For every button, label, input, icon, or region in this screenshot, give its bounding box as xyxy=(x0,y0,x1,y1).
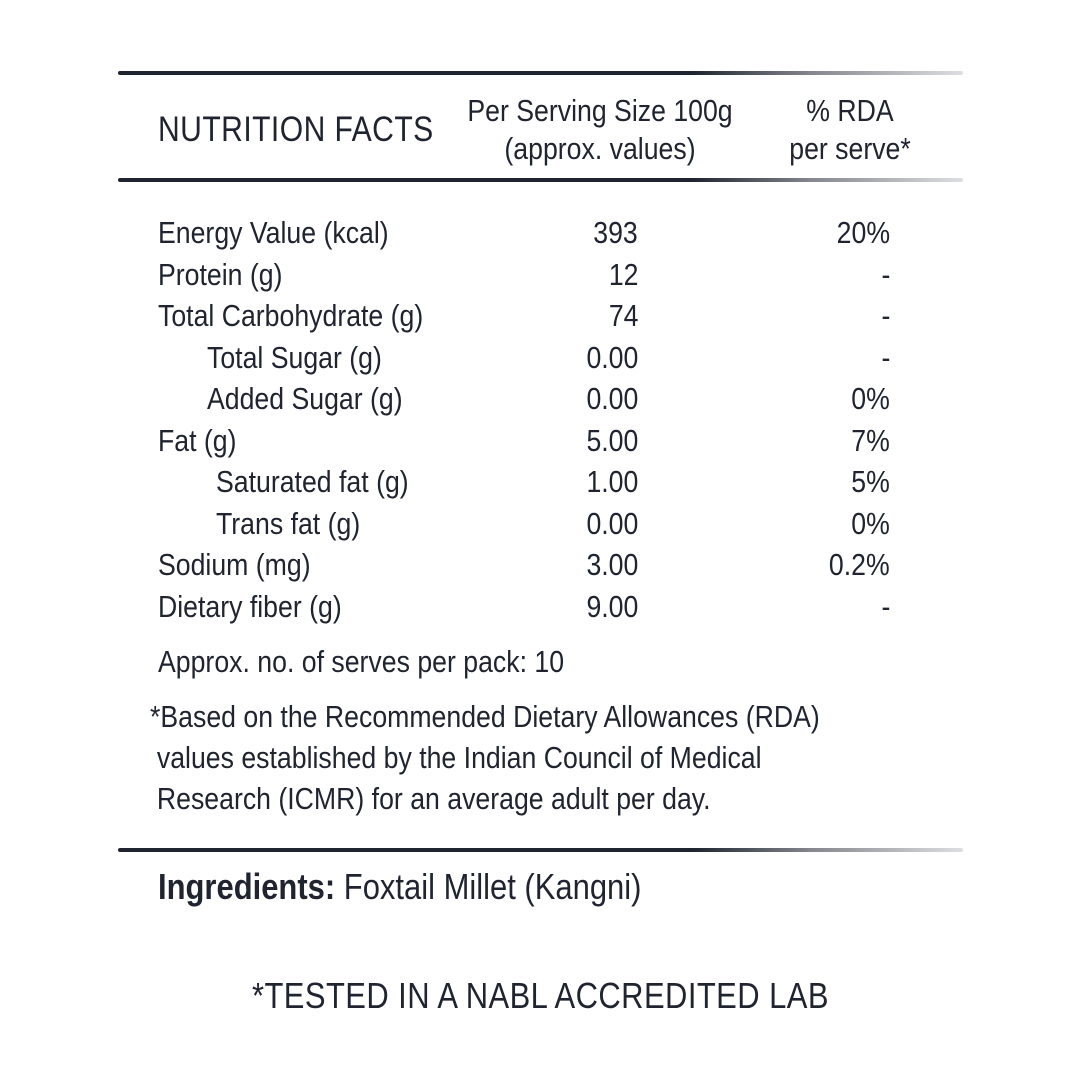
table-row xyxy=(0,461,1080,503)
ingredients xyxy=(158,866,641,908)
nutrient-rda: 0.2% xyxy=(829,547,890,582)
rda-header-line2: per serve* xyxy=(789,131,911,166)
table-row xyxy=(0,544,1080,586)
nutrient-rda: 20% xyxy=(836,215,890,250)
rda-footnote xyxy=(150,696,924,819)
rda-footnote-line3: Research (ICMR) for an average adult per day. xyxy=(156,781,711,816)
nutrient-name: Total Carbohydrate (g) xyxy=(158,298,424,333)
nutrition-table xyxy=(0,212,1080,627)
lab-tested-text: *TESTED IN A NABL ACCREDITED LAB xyxy=(251,975,829,1016)
nutrient-rda: - xyxy=(881,588,890,624)
nutrient-value: 0.00 xyxy=(586,339,638,375)
nutrition-facts-title: NUTRITION FACTS xyxy=(158,110,434,149)
rda-header-line1: % RDA xyxy=(806,93,894,128)
table-row xyxy=(0,420,1080,462)
nutrient-name: Sodium (mg) xyxy=(158,547,311,582)
serving-size-line2: (approx. values) xyxy=(504,131,696,166)
table-row xyxy=(0,503,1080,545)
nutrient-name: Trans fat (g) xyxy=(216,505,361,541)
nutrient-value: 1.00 xyxy=(586,464,638,499)
nutrient-value: 3.00 xyxy=(586,547,638,582)
nutrient-rda: 0% xyxy=(851,381,890,416)
rda-footnote-line1: *Based on the Recommended Dietary Allowances (RDA) xyxy=(150,699,820,734)
nutrient-value: 74 xyxy=(608,298,638,333)
rda-footnote-line2: values established by the Indian Council of Medical xyxy=(156,740,762,775)
lab-tested-note xyxy=(0,975,1080,1017)
rda-header xyxy=(773,92,928,168)
nutrient-value: 0.00 xyxy=(586,381,638,416)
table-row xyxy=(0,378,1080,420)
nutrient-rda: 0% xyxy=(851,505,890,541)
table-row xyxy=(0,295,1080,337)
serving-size-header xyxy=(462,92,737,168)
nutrient-name: Added Sugar (g) xyxy=(207,381,403,416)
nutrient-name: Dietary fiber (g) xyxy=(158,588,342,624)
table-row xyxy=(0,254,1080,296)
nutrient-name: Energy Value (kcal) xyxy=(158,215,389,250)
top-divider xyxy=(118,71,963,75)
serving-size-line1: Per Serving Size 100g xyxy=(467,93,733,128)
nutrient-rda: - xyxy=(881,298,890,333)
nutrient-name: Fat (g) xyxy=(158,422,237,458)
nutrient-value: 9.00 xyxy=(586,588,638,624)
nutrient-rda: 7% xyxy=(851,422,890,458)
nutrient-name: Total Sugar (g) xyxy=(207,339,382,375)
nutrient-rda: - xyxy=(881,256,890,292)
nutrient-rda: 5% xyxy=(851,464,890,499)
nutrient-value: 5.00 xyxy=(586,422,638,458)
nutrient-value: 0.00 xyxy=(586,505,638,541)
nutrient-name: Saturated fat (g) xyxy=(216,464,409,499)
header-divider xyxy=(118,178,963,182)
ingredients-divider xyxy=(118,848,963,852)
nutrient-value: 393 xyxy=(593,215,638,250)
ingredients-label: Ingredients: xyxy=(158,866,336,907)
serves-per-pack: Approx. no. of serves per pack: 10 xyxy=(158,644,565,679)
table-row xyxy=(0,586,1080,628)
nutrient-rda: - xyxy=(881,339,890,375)
ingredients-value: Foxtail Millet (Kangni) xyxy=(343,866,642,907)
table-row xyxy=(0,212,1080,254)
nutrient-value: 12 xyxy=(608,256,638,292)
table-row xyxy=(0,337,1080,379)
nutrient-name: Protein (g) xyxy=(158,256,283,292)
